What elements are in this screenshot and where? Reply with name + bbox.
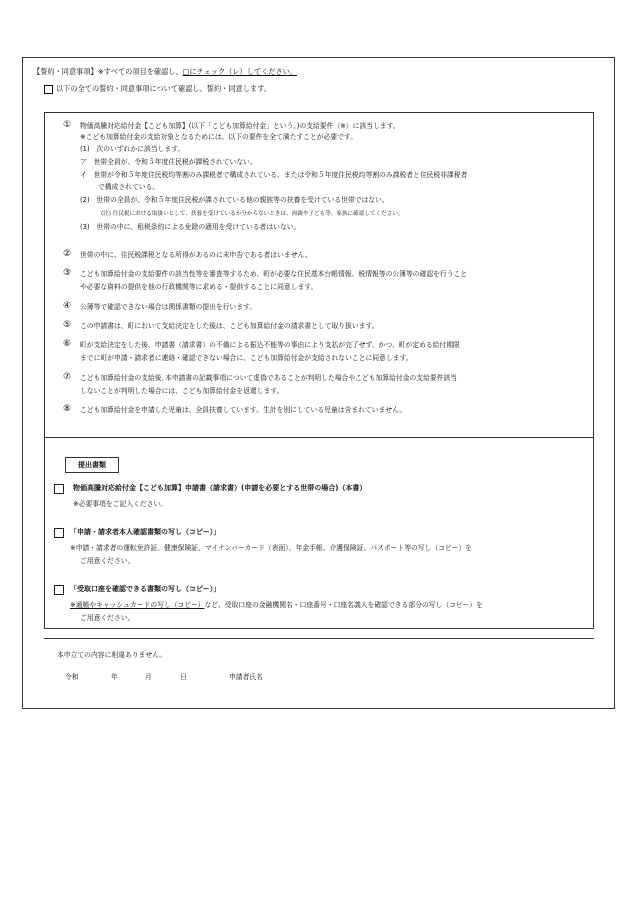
item-8-number: ⑧ (63, 404, 72, 414)
doc-2-title: 「申請・請求者本人確認書類の写し（コピー）」 (70, 528, 221, 536)
doc-1-note: ※必要事項をご記入ください。 (73, 500, 168, 508)
applicant-name-label: 申請者氏名 (229, 673, 263, 681)
item-2-text: 世帯の中に、住民税課税となる所得があるのに未申告である者はいません。 (80, 251, 312, 259)
doc-3-note-underlined: ※通帳やキャッシュカードの写し（コピー） (70, 601, 205, 609)
doc-3-note-cont: ご用意ください。 (80, 614, 135, 622)
agree-all-checkbox[interactable] (44, 85, 53, 94)
date-era-label: 令和 (65, 673, 79, 681)
item-6-text: 町が支給決定をした後、申請書（請求書）の不備による振込不能等の事由により支払が完了せず、かつ、町が定める給付期限 (80, 341, 460, 349)
item-7-text: こども加算給付金の支給後､本申請書の記載事項について虚偽であることが判明した場合やこども加算給付金の支給要件該当 (80, 374, 458, 382)
doc-3-note-rest: など、受取口座の金融機関名・口座番号・口座名義人を確認できる部分の写し（コピー）を (204, 601, 483, 609)
documents-heading: 提出書類 (65, 457, 119, 473)
item-1-sub-2-note: (注) 住民税における取扱いとして、扶養を受けているか分からないときは、両親や子ども等、家族に確認してください。 (101, 211, 404, 217)
item-1-number: ① (63, 120, 72, 130)
item-1-text: 物価高騰対応給付金【こども加算】(以下「こども加算給付金」という。)の支給要件（※）に該当します。 (80, 122, 400, 130)
declaration-statement: 本申立ての内容に相違ありません。 (57, 651, 167, 659)
item-2-number: ② (63, 249, 72, 259)
item-5-number: ⑤ (63, 320, 72, 330)
section-divider-footer (44, 638, 594, 639)
item-1-sub-1b: イ 世帯が令和５年度住民税均等割のみ課税者で構成されている、または令和５年度住民税均等割のみ課税者と住民税非課税者 (80, 171, 468, 179)
item-8-text: こども加算給付金を申請した児童は、全員扶養しています。生計を別にしている児童は含まれていません。 (80, 406, 407, 414)
item-6-text-cont: までに町が申請・請求者に連絡・確認できない場合に、こども加算給付金が支給されないことに同意します。 (80, 354, 413, 362)
doc-2-note-cont: ご用意ください。 (80, 557, 135, 565)
date-year-label: 年 (111, 673, 118, 681)
item-6-number: ⑥ (63, 339, 72, 349)
item-1-sub-1a: ア 世帯全員が、令和５年度住民税が課税されていない。 (80, 158, 257, 166)
doc-3-title: 「受取口座を確認できる書類の写し（コピー）」 (70, 585, 221, 593)
agree-all-label: 以下の全ての誓約・同意事項について確認し、誓約・同意します。 (56, 84, 271, 93)
item-1-sub-2: (2) 世帯の全員が、令和５年度住民税が課されている他の親族等の扶養を受けている世帯ではない。 (80, 196, 389, 204)
item-1-sub-3: (3) 世帯の中に、租税条約による免除の適用を受けている者はいない。 (80, 223, 301, 231)
section-divider-documents (44, 437, 594, 438)
consent-header (33, 67, 297, 77)
consent-instruction: □にチェック（レ）してください。 (182, 67, 298, 76)
item-3-number: ③ (63, 268, 72, 278)
doc-3-checkbox[interactable] (54, 585, 64, 595)
item-3-text: こども加算給付金の支給要件の該当性等を審査等するため、町が必要な住民基本台帳情報、税情報等の公簿等の確認を行うこと (80, 270, 468, 278)
item-7-number: ⑦ (63, 372, 72, 382)
agree-all-row (44, 84, 271, 94)
item-7-text-cont: しないことが判明した場合には、こども加算給付金を返還します。 (80, 387, 284, 395)
date-month-label: 月 (145, 673, 152, 681)
consent-instruction-pre: ※すべての項目を確認し、 (97, 67, 183, 76)
doc-2-note: ※申請・請求者の運転免許証、健康保険証、マイナンバーカード（表面）、年金手帳、介護保険証、パスポート等の写し（コピー）を (70, 544, 472, 552)
doc-3-note (70, 600, 483, 611)
date-day-label: 日 (180, 673, 187, 681)
item-5-text: この申請書は、町において支給決定をした後は、こども加算給付金の請求書として取り扱います。 (80, 322, 379, 330)
doc-1-checkbox[interactable] (54, 484, 64, 494)
doc-2-checkbox[interactable] (54, 528, 64, 538)
item-1-note: ※こども加算給付金の支給対象となるためには、以下の要件を全て満たすことが必要です。 (80, 133, 358, 141)
item-1-sub-1: (1) 次のいずれかに該当します。 (80, 145, 185, 153)
consent-tag: 【誓約・同意事項】 (33, 67, 98, 76)
item-4-text: 公簿等で確認できない場合は関係書類の提出を行います。 (80, 303, 257, 311)
item-1-sub-1b-cont: で構成されている。 (98, 183, 160, 191)
doc-1-title: 物価高騰対応給付金【こども加算】申請書（請求書）(申請を必要とする世帯の場合)（本書） (73, 484, 367, 492)
item-4-number: ④ (63, 301, 72, 311)
item-3-text-cont: や必要な資料の提供を他の行政機関等に求める・提供することに同意します。 (80, 283, 318, 291)
